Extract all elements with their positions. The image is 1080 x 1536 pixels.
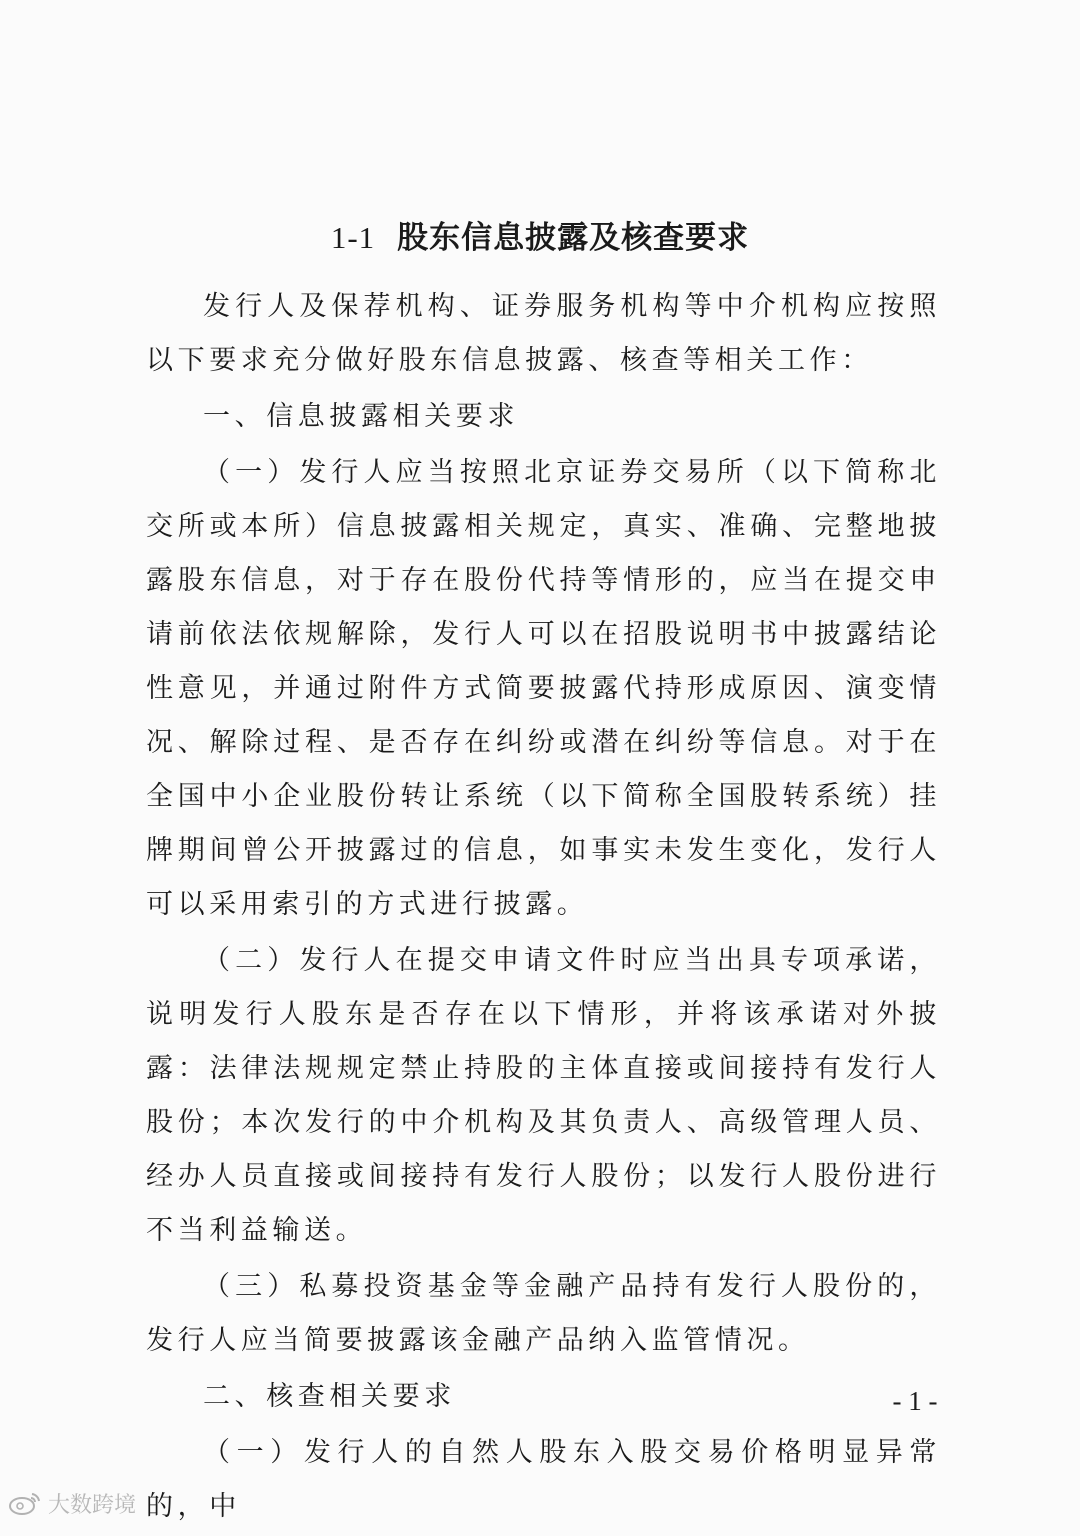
title-text: 股东信息披露及核查要求 — [397, 220, 750, 256]
paragraph-disclosure-3: （三）私募投资基金等金融产品持有发行人股份的，发行人应当简要披露该金融产品纳入监管情况。 — [146, 1271, 941, 1356]
paragraph-verification-1: （一）发行人的自然人股东入股交易价格明显异常的，中 — [146, 1437, 941, 1522]
paragraph-disclosure-1: （一）发行人应当按照北京证券交易所（以下简称北交所或本所）信息披露相关规定，真实、准确、完整地披露股东信息，对于存在股份代持等情形的，应当在提交申请前依法依规解除，发行人可以在招股说明书中披露结论性意见，并通过附件方式简要披露代持形成原因、演变情况、解除过程、是否存在纠纷或潜在纠纷等信息。对于在全国中小企业股份转让系统（以下简称全国股转系统）挂牌期间曾公开披露过的信息，如事实未发生变化，发行人可以采用索引的方式进行披露。 — [146, 457, 941, 920]
section-heading-verification: 二、核查相关要求 — [203, 1381, 456, 1412]
section-heading-disclosure: 一、信息披露相关要求 — [203, 401, 519, 432]
weibo-logo-icon — [8, 1490, 42, 1516]
page-number: - 1 - — [892, 1386, 938, 1416]
document-body — [146, 280, 941, 1536]
watermark-text: 大数跨境 — [48, 1492, 137, 1518]
document-title — [0, 216, 1080, 260]
watermark — [8, 1488, 136, 1518]
paragraph-intro: 发行人及保荐机构、证券服务机构等中介机构应按照以下要求充分做好股东信息披露、核查等相关工作： — [146, 291, 941, 376]
paragraph-disclosure-2: （二）发行人在提交申请文件时应当出具专项承诺，说明发行人股东是否存在以下情形，并将该承诺对外披露：法律法规规定禁止持股的主体直接或间接持有发行人股份；本次发行的中介机构及其负责人、高级管理人员、经办人员直接或间接持有发行人股份；以发行人股份进行不当利益输送。 — [146, 945, 941, 1246]
title-number: 1-1 — [330, 220, 376, 255]
